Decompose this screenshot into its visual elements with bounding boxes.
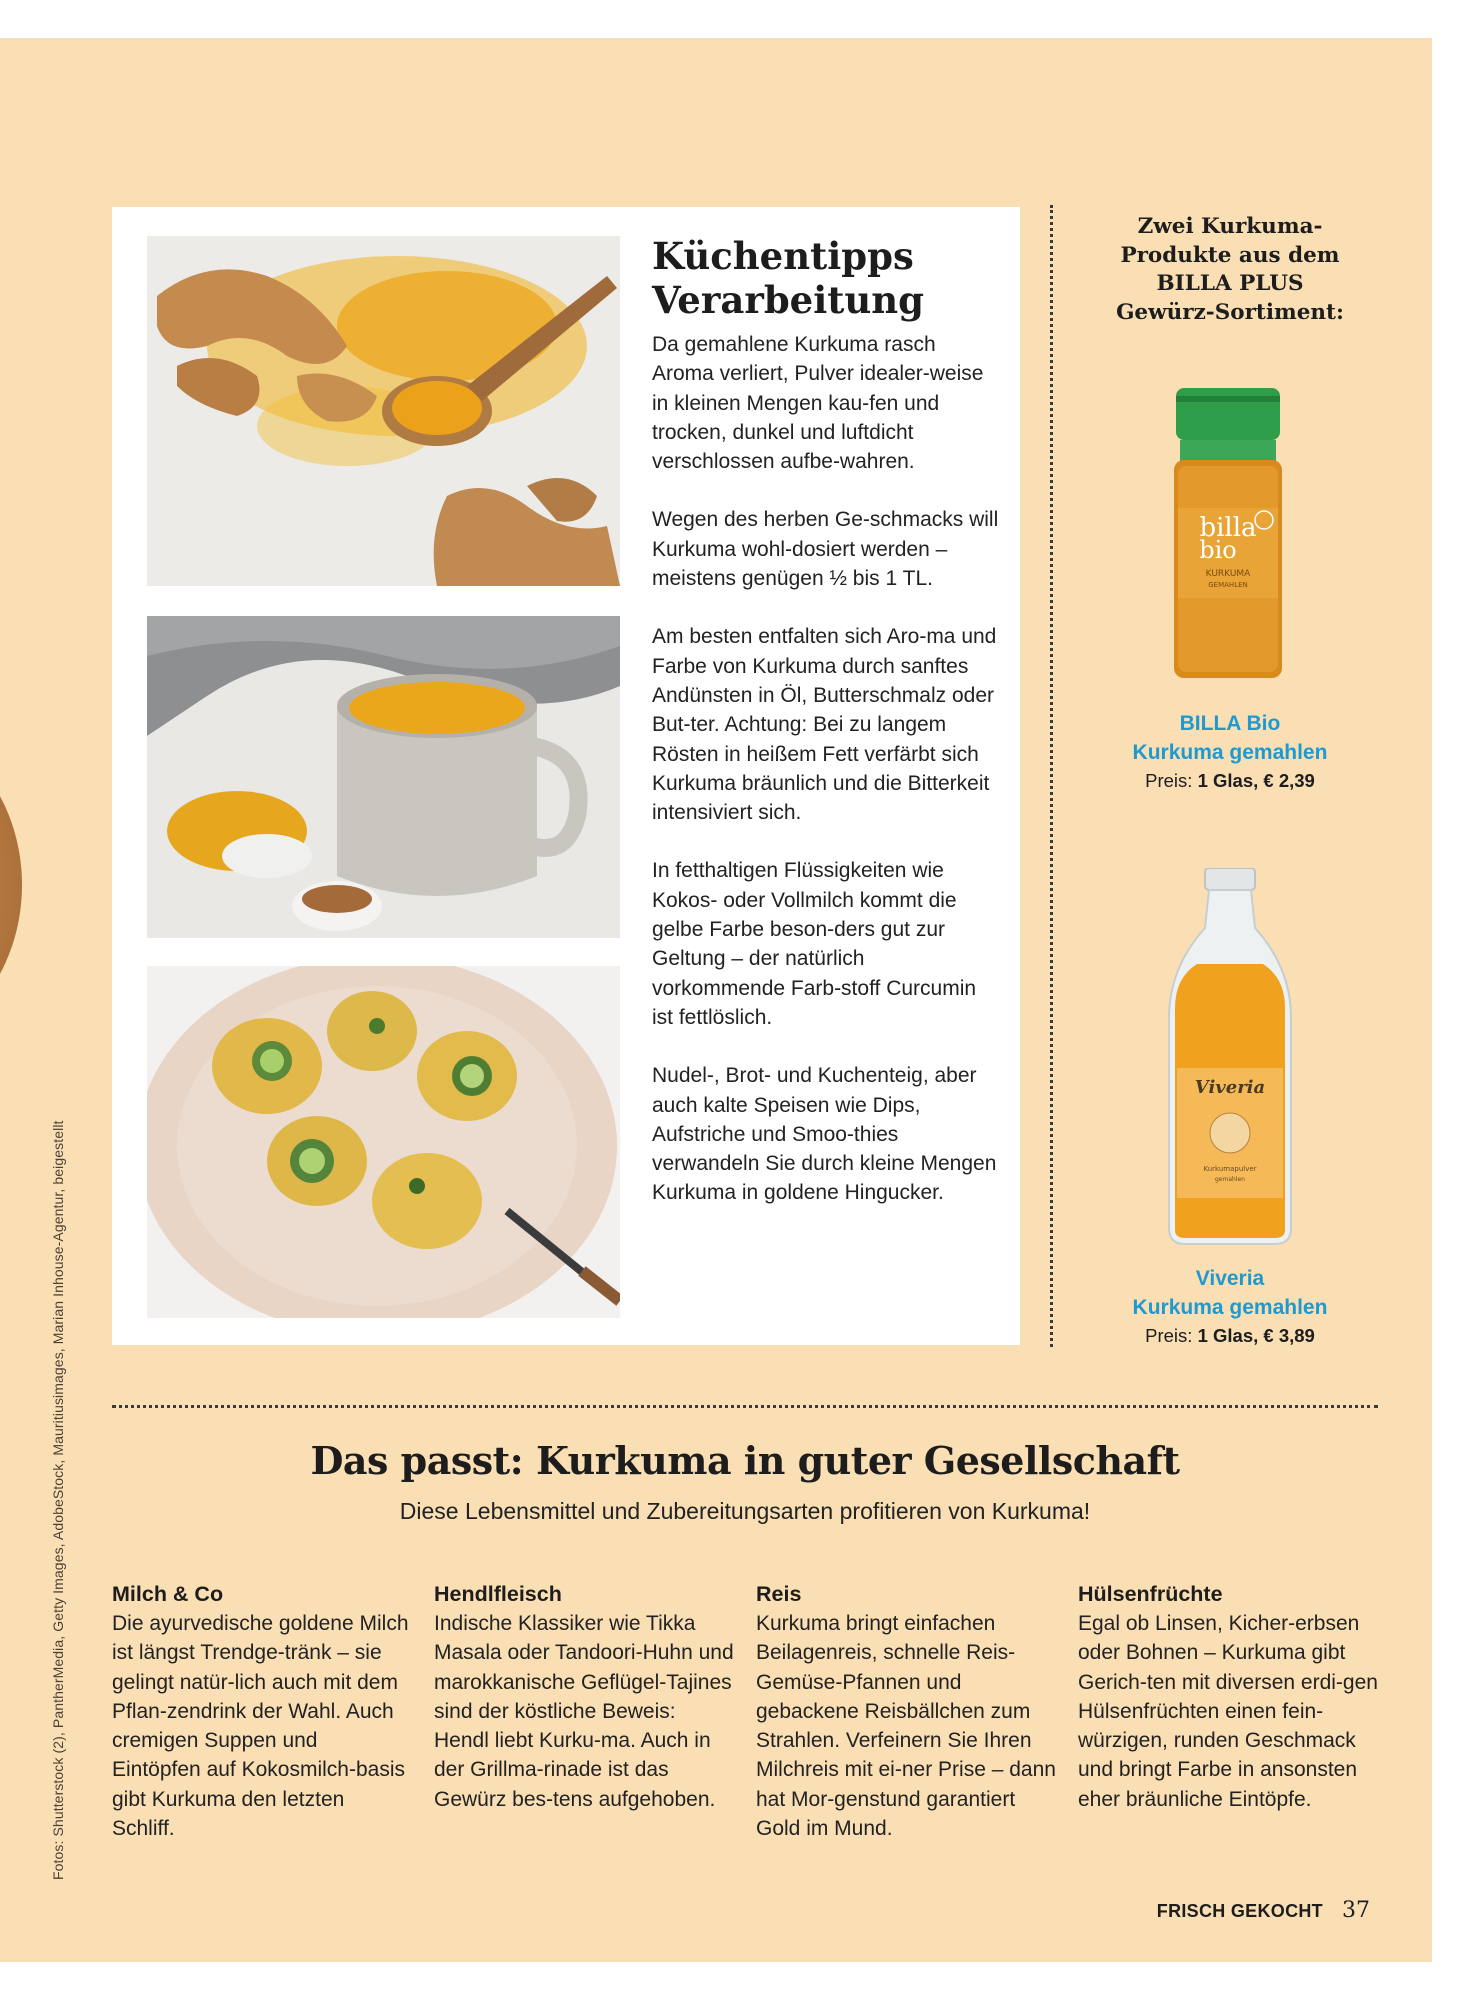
tips-paragraph: Da gemahlene Kurkuma rasch Aroma verliert, Pulver idealer-weise in kleinen Mengen kau-fen und trocken, dunkel und luftdicht verschlossen aufbe-wahren. bbox=[652, 333, 984, 474]
page-number: 37 bbox=[1342, 1898, 1370, 1923]
pairing-column-huelsenfruechte bbox=[1078, 1580, 1378, 1814]
sidebar-title-line: Gewürz-Sortiment: bbox=[1116, 299, 1344, 325]
billa-bio-jar-image bbox=[1172, 388, 1284, 685]
section-title: Das passt: Kurkuma in guter Gesellschaft bbox=[310, 1438, 1180, 1483]
pairing-heading: Reis bbox=[756, 1582, 802, 1606]
jar-label-text: Kurkumapulver bbox=[1203, 1165, 1257, 1173]
magazine-name: FRISCH GEKOCHT bbox=[1156, 1901, 1323, 1921]
tips-title-line2: Verarbeitung bbox=[652, 278, 925, 322]
viveria-jar-image bbox=[1167, 868, 1293, 1246]
tips-title-line1: Küchentipps bbox=[652, 234, 914, 278]
jar-logo-text: bio bbox=[1199, 536, 1237, 564]
tips-paragraph: In fetthaltigen Flüssigkeiten wie Kokos- oder Vollmilch kommt die gelbe Farbe beson-ders gut zur Geltung – der natürlich vorkommende Farb-stoff Curcumin ist fettlöslich. bbox=[652, 859, 977, 1029]
pairing-text: Kurkuma bringt einfachen Beilagenreis, schnelle Reis-Gemüse-Pfannen und gebackene Reisbällchen zum Strahlen. Verfeinern Sie Ihren Milchreis mit ei-ner Prise – dann hat Mor-genstund garantiert Gold im Mund. bbox=[756, 1612, 1056, 1841]
pairing-heading: Hülsenfrüchte bbox=[1078, 1582, 1223, 1606]
pairing-column-reis bbox=[756, 1580, 1056, 1843]
product-title: Kurkuma gemahlen bbox=[1132, 741, 1328, 764]
tips-paragraph: Wegen des herben Ge-schmacks will Kurkuma wohl-dosiert werden – meistens genügen ½ bis 1 TL. bbox=[652, 508, 999, 591]
jar-label-text: gemahlen bbox=[1215, 1176, 1245, 1183]
photo-turmeric-roots bbox=[147, 236, 620, 586]
photo-credits: Fotos: Shutterstock (2), PantherMedia, Getty Images, AdobeStock, Mauritiusimages, Marian Inhouse-Agentur, beigestellt bbox=[50, 1120, 66, 1880]
pairing-text: Indische Klassiker wie Tikka Masala oder Tandoori-Huhn und marokkanische Geflügel-Tajines sind der köstliche Beweis: Hendl liebt Kurku-ma. Auch in der Grillma-rinade ist das Gewürz bes-tens aufgehoben. bbox=[434, 1612, 734, 1811]
photo-turmeric-toasts bbox=[147, 966, 620, 1318]
pairing-heading: Milch & Co bbox=[112, 1582, 224, 1606]
pairing-heading: Hendlfleisch bbox=[434, 1582, 562, 1606]
sidebar-title bbox=[1080, 213, 1380, 327]
product-billa-bio-price bbox=[1080, 770, 1380, 792]
sidebar-title-line: BILLA PLUS bbox=[1156, 271, 1304, 296]
sidebar-title-line: Produkte aus dem bbox=[1120, 242, 1340, 268]
tips-paragraph: Am besten entfalten sich Aro-ma und Farbe von Kurkuma durch sanftes Andünsten in Öl, Butterschmalz oder But-ter. Achtung: Bei zu langem Rösten in heißem Fett verfärbt sich Kurkuma bräunlich und die Bitterkeit intensiviert sich. bbox=[652, 625, 997, 825]
tips-title bbox=[652, 234, 992, 322]
product-viveria-price bbox=[1080, 1325, 1380, 1347]
pairing-text: Egal ob Linsen, Kicher-erbsen oder Bohnen – Kurkuma gibt Gerich-ten mit diversen erdi-gen Hülsenfrüchten einen fein-würzigen, runden Geschmack und bringt Farbe in ansonsten eher bräunliche Eintöpfe. bbox=[1078, 1612, 1378, 1811]
price-label: Preis: bbox=[1145, 770, 1193, 791]
product-billa-bio-name bbox=[1080, 709, 1380, 767]
vertical-dotted-divider bbox=[1050, 205, 1053, 1347]
sidebar-title-line: Zwei Kurkuma- bbox=[1137, 214, 1323, 239]
product-brand: Viveria bbox=[1195, 1267, 1265, 1290]
section-subtitle: Diese Lebensmittel und Zubereitungsarten profitieren von Kurkuma! bbox=[399, 1498, 1091, 1524]
tips-body bbox=[652, 330, 1002, 1237]
tips-paragraph: Nudel-, Brot- und Kuchenteig, aber auch kalte Speisen wie Dips, Aufstriche und Smoo-thies verwandeln Sie durch kleine Mengen Kurkuma in goldene Hingucker. bbox=[652, 1064, 997, 1205]
product-title: Kurkuma gemahlen bbox=[1132, 1296, 1328, 1319]
pairing-column-hendl bbox=[434, 1580, 734, 1814]
pairing-column-milch bbox=[112, 1580, 412, 1843]
jar-label-text: GEMAHLEN bbox=[1208, 581, 1248, 589]
jar-logo-text: billa bbox=[1199, 513, 1257, 543]
photo-golden-milk bbox=[147, 616, 620, 938]
jar-logo-text: Viveria bbox=[1194, 1077, 1266, 1098]
horizontal-dotted-divider bbox=[112, 1405, 1378, 1408]
price-label: Preis: bbox=[1145, 1325, 1193, 1346]
page-footer bbox=[1157, 1898, 1370, 1923]
product-brand: BILLA Bio bbox=[1179, 712, 1281, 735]
jar-label-text: KURKUMA bbox=[1205, 569, 1251, 579]
pairing-text: Die ayurvedische goldene Milch ist längst Trendge-tränk – sie gelingt natür-lich auch mit dem Pflan-zendrink der Wahl. Auch cremigen Suppen und Eintöpfen auf Kokosmilch-basis gibt Kurkuma den letzten Schliff. bbox=[112, 1612, 409, 1841]
price-value: 1 Glas, € 3,89 bbox=[1197, 1325, 1315, 1346]
product-viveria-name bbox=[1080, 1264, 1380, 1322]
price-value: 1 Glas, € 2,39 bbox=[1197, 770, 1315, 791]
